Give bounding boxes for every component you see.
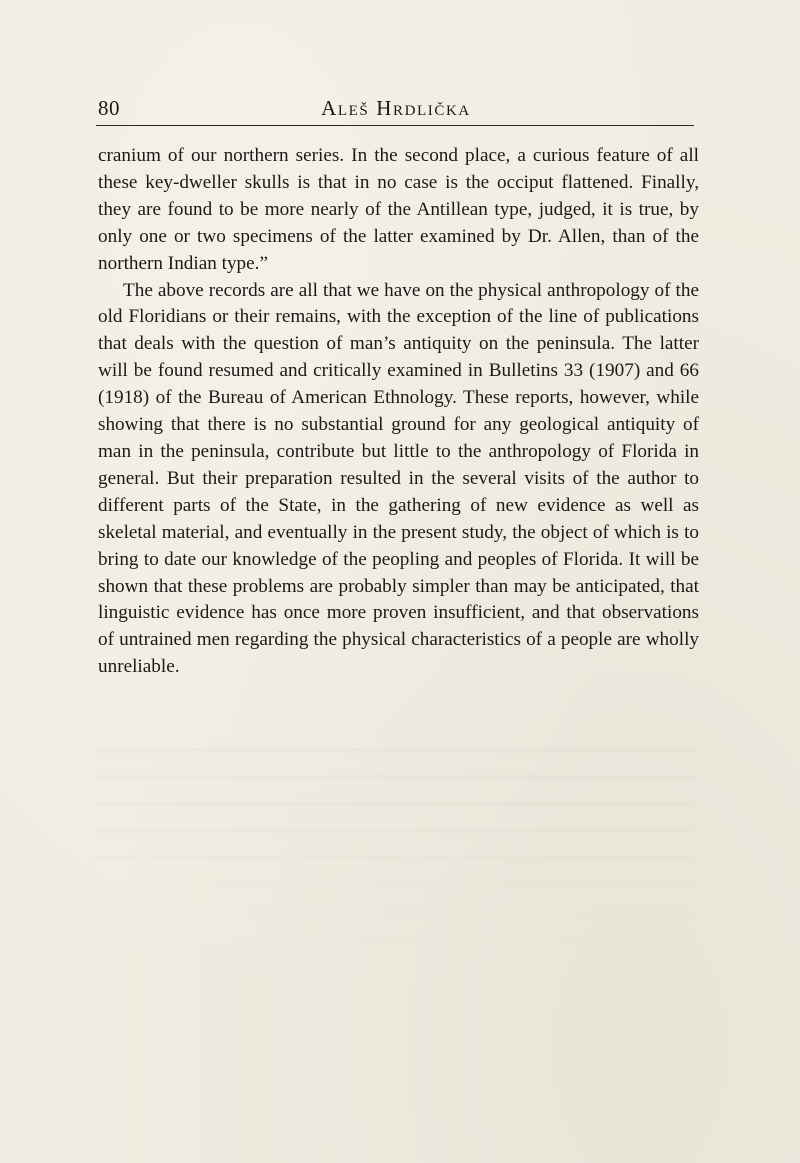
- body-text: [98, 143, 699, 681]
- paragraph-continued: cranium of our northern series. In the second place, a curious feature of all these key-dweller skulls is that in no case is the occiput flattened. Finally, they are found to be more nearly of the Antillean type, judged, it is true, by only one or two specimens of the latter examined by Dr. Allen, than of the northern Indian type.”: [98, 145, 699, 274]
- header-rule: [96, 125, 694, 126]
- show-through-texture: [95, 735, 695, 965]
- page-header: [98, 96, 694, 124]
- paragraph: The above records are all that we have on the physical anthropology of the old Floridians or their remains, with the exception of the line of publications that deals with the question of man’s antiquity on the peninsula. The latter will be found resumed and critically examined in Bulletins 33 (1907) and 66 (1918) of the Bureau of American Ethnology. These reports, however, while showing that there is no substantial ground for any geological antiquity of man in the peninsula, contribute but little to the anthropology of Florida in general. But their preparation resulted in the several visits of the author to different parts of the State, in the gathering of new evidence as well as skeletal material, and eventually in the present study, the object of which is to bring to date our knowledge of the peopling and peoples of Florida. It will be shown that these problems are probably simpler than may be anticipated, that linguistic evidence has once more proven insufficient, and that observations of untrained men regarding the physical characteristics of a people are wholly unreliable.: [98, 279, 699, 678]
- running-head: Aleš Hrdlička: [321, 96, 471, 120]
- page-number: 80: [98, 96, 120, 120]
